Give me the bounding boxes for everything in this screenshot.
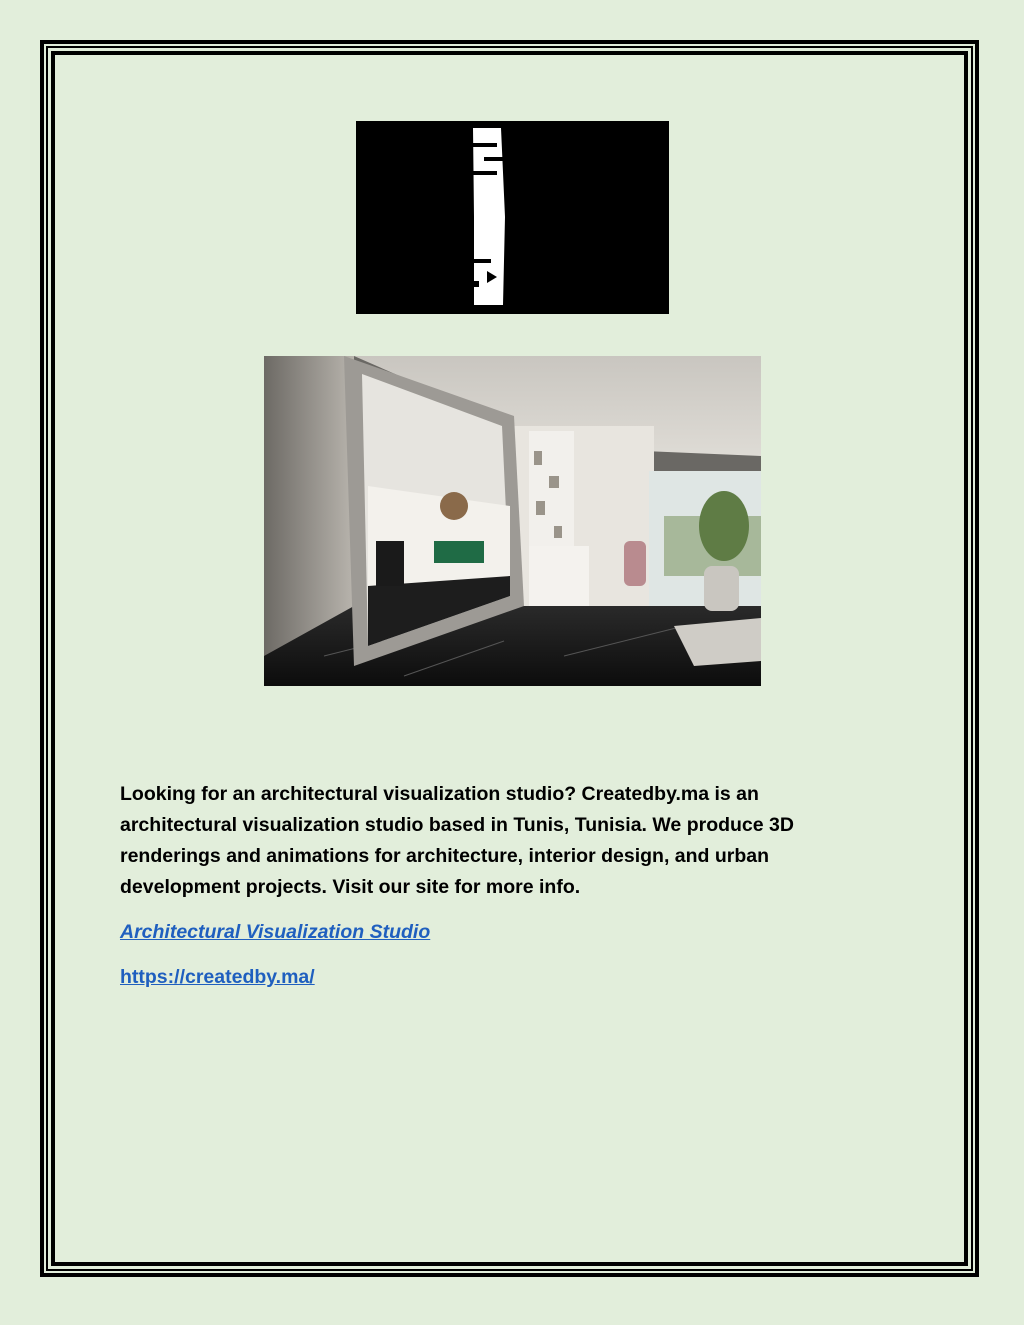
studio-link[interactable]: Architectural Visualization Studio xyxy=(120,921,431,943)
logo-mark xyxy=(356,121,669,314)
brand-logo xyxy=(356,121,669,314)
description-paragraph: Looking for an architectural visualization studio? Createdby.ma is an architectural visualization studio based in Tunis, Tunisia. We produce 3D renderings and animations for architecture, interior design, and urban development projects. Visit our site for more info. xyxy=(120,783,794,898)
website-url-link[interactable]: https://createdby.ma/ xyxy=(120,966,315,988)
interior-render-image xyxy=(264,356,761,686)
interior-render-illustration xyxy=(264,356,761,686)
